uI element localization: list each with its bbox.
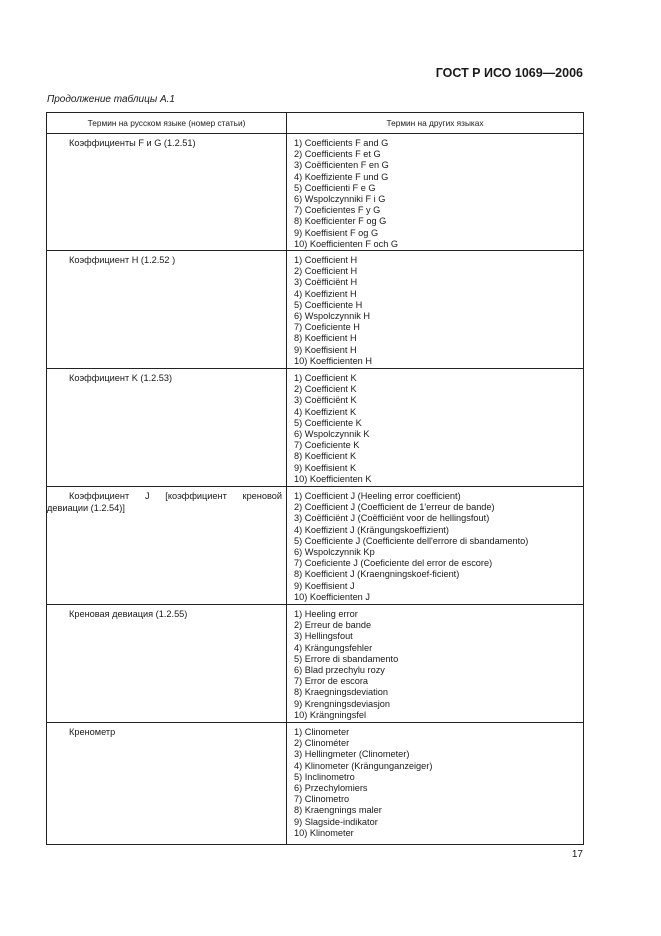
document-standard-header: ГОСТ Р ИСО 1069—2006 xyxy=(435,66,583,80)
column-header-russian: Термин на русском языке (номер статьи) xyxy=(47,113,287,134)
foreign-term: 4) Koeffizient K xyxy=(294,406,357,417)
russian-term-continuation: девиации (1.2.54)] xyxy=(47,502,125,513)
foreign-term: 10) Koefficienten F och G xyxy=(294,238,399,249)
table-caption: Продолжение таблицы А.1 xyxy=(47,94,175,105)
foreign-term: 9) Slagside-indikator xyxy=(294,816,378,827)
foreign-term: 9) Koeffisient F og G xyxy=(294,227,379,238)
foreign-term: 3) Hellingmeter (Clinometer) xyxy=(294,749,410,760)
foreign-term: 7) Coeficiente J (Coeficiente del error de escore) xyxy=(294,558,493,569)
table-row xyxy=(47,134,584,251)
foreign-terms-cell xyxy=(287,723,584,845)
foreign-term: 2) Coefficient J (Coefficient de 1'erreur de bande) xyxy=(294,502,495,513)
foreign-term: 5) Inclinometro xyxy=(294,771,355,782)
russian-term-cell xyxy=(47,251,287,369)
foreign-term: 9) Krengningsdeviasjon xyxy=(294,698,391,709)
foreign-term: 2) Coefficient K xyxy=(294,384,357,395)
foreign-term: 6) Przechylomiers xyxy=(294,783,368,794)
foreign-terms-cell xyxy=(287,487,584,605)
russian-term: Коэффициент K (1.2.53) xyxy=(69,373,173,384)
russian-term-cell xyxy=(47,723,287,845)
table-row xyxy=(47,487,584,605)
foreign-term: 1) Heeling error xyxy=(294,609,358,620)
foreign-term: 8) Kraengnings maler xyxy=(294,805,382,816)
foreign-terms-list xyxy=(287,134,583,250)
foreign-terms-cell xyxy=(287,251,584,369)
table-row xyxy=(47,605,584,723)
foreign-term: 10) Koefficienten J xyxy=(294,591,370,602)
foreign-term: 1) Coefficient H xyxy=(294,255,358,266)
foreign-term: 10) Koefficienten H xyxy=(294,355,372,366)
foreign-term: 10) Koefficienten K xyxy=(294,473,372,484)
foreign-term: 5) Coefficiente H xyxy=(294,299,363,310)
russian-term: Коэффициенты F и G (1.2.51) xyxy=(69,138,196,148)
foreign-term: 7) Error de escora xyxy=(294,676,369,687)
foreign-term: 8) Koefficienter F og G xyxy=(294,216,387,227)
foreign-term: 10) Klinometer xyxy=(294,827,354,838)
foreign-term: 6) Wspolczynnik K xyxy=(294,429,370,440)
foreign-term: 9) Koeffisient K xyxy=(294,462,357,473)
foreign-term: 6) Wspolczynnik Kp xyxy=(294,547,375,558)
foreign-terms-list xyxy=(287,605,583,721)
foreign-term: 5) Coefficiente K xyxy=(294,417,362,428)
foreign-term: 8) Koefficient J (Kraengningskoef-ficient) xyxy=(294,569,460,580)
foreign-term: 1) Coefficient K xyxy=(294,373,357,384)
table-row xyxy=(47,369,584,487)
foreign-term: 9) Koeffisient J xyxy=(294,580,355,591)
foreign-term: 3) Coëfficiënt J (Coëfficiënt voor de hellingsfout) xyxy=(294,513,490,524)
russian-term: Коэффициент J [коэффициент креновой xyxy=(69,491,282,502)
foreign-term: 5) Errore di sbandamento xyxy=(294,653,399,664)
russian-term-cell xyxy=(47,605,287,723)
russian-term-cell xyxy=(47,134,287,251)
foreign-term: 4) Koeffizient J (Krängungskoeffizient) xyxy=(294,524,449,535)
table-row xyxy=(47,723,584,845)
foreign-term: 7) Clinometro xyxy=(294,794,350,805)
foreign-term: 8) Koefficient H xyxy=(294,333,357,344)
foreign-term: 4) Krängungsfehler xyxy=(294,642,373,653)
terms-table xyxy=(46,112,584,845)
foreign-term: 1) Coefficients F and G xyxy=(294,138,389,148)
foreign-terms-cell xyxy=(287,369,584,487)
foreign-term: 4) Koeffiziente F und G xyxy=(294,171,389,182)
foreign-term: 7) Coeficientes F y G xyxy=(294,205,381,216)
foreign-term: 3) Coëfficienten F en G xyxy=(294,160,389,171)
foreign-term: 8) Koefficient K xyxy=(294,451,357,462)
table-row xyxy=(47,251,584,369)
foreign-term: 2) Coefficient H xyxy=(294,266,358,277)
foreign-term: 6) Wspolczynnik H xyxy=(294,311,371,322)
foreign-term: 5) Coefficiente J (Coefficiente dell'errore di sbandamento) xyxy=(294,535,529,546)
foreign-term: 4) Klinometer (Krängunganzeiger) xyxy=(294,760,433,771)
foreign-terms-list xyxy=(287,251,583,367)
russian-term: Кренометр xyxy=(69,727,116,738)
foreign-term: 2) Clinométer xyxy=(294,738,350,749)
page-number: 17 xyxy=(571,849,583,860)
foreign-terms-cell xyxy=(287,605,584,723)
foreign-term: 7) Coeficiente H xyxy=(294,322,360,333)
foreign-term: 8) Kraegningsdeviation xyxy=(294,687,388,698)
russian-term: Креновая девиация (1.2.55) xyxy=(69,609,188,620)
table-header-row xyxy=(47,113,584,134)
foreign-term: 1) Coefficient J (Heeling error coefficient) xyxy=(294,491,461,502)
foreign-term: 6) Blad przechylu rozy xyxy=(294,665,385,676)
foreign-term: 1) Clinometer xyxy=(294,727,350,738)
foreign-terms-cell xyxy=(287,134,584,251)
foreign-terms-list xyxy=(287,487,583,603)
foreign-term: 2) Erreur de bande xyxy=(294,620,372,631)
foreign-term: 7) Coeficiente K xyxy=(294,440,360,451)
foreign-term: 10) Krängningsfel xyxy=(294,709,367,720)
column-header-other-languages: Термин на других языках xyxy=(287,113,584,134)
foreign-term: 6) Wspolczynniki F i G xyxy=(294,194,386,205)
russian-term-cell xyxy=(47,487,287,605)
foreign-term: 3) Coëfficiënt H xyxy=(294,277,358,288)
foreign-term: 4) Koeffizient H xyxy=(294,288,357,299)
table-body xyxy=(47,134,584,845)
foreign-term: 9) Koeffisient H xyxy=(294,344,357,355)
foreign-term: 5) Coefficienti F e G xyxy=(294,182,376,193)
foreign-terms-list xyxy=(287,723,583,839)
foreign-term: 2) Coefficients F et G xyxy=(294,149,381,160)
foreign-terms-list xyxy=(287,369,583,485)
foreign-term: 3) Hellingsfout xyxy=(294,631,353,642)
russian-term-cell xyxy=(47,369,287,487)
russian-term: Коэффициент H (1.2.52 ) xyxy=(69,255,176,266)
foreign-term: 3) Coëfficiënt K xyxy=(294,395,357,406)
